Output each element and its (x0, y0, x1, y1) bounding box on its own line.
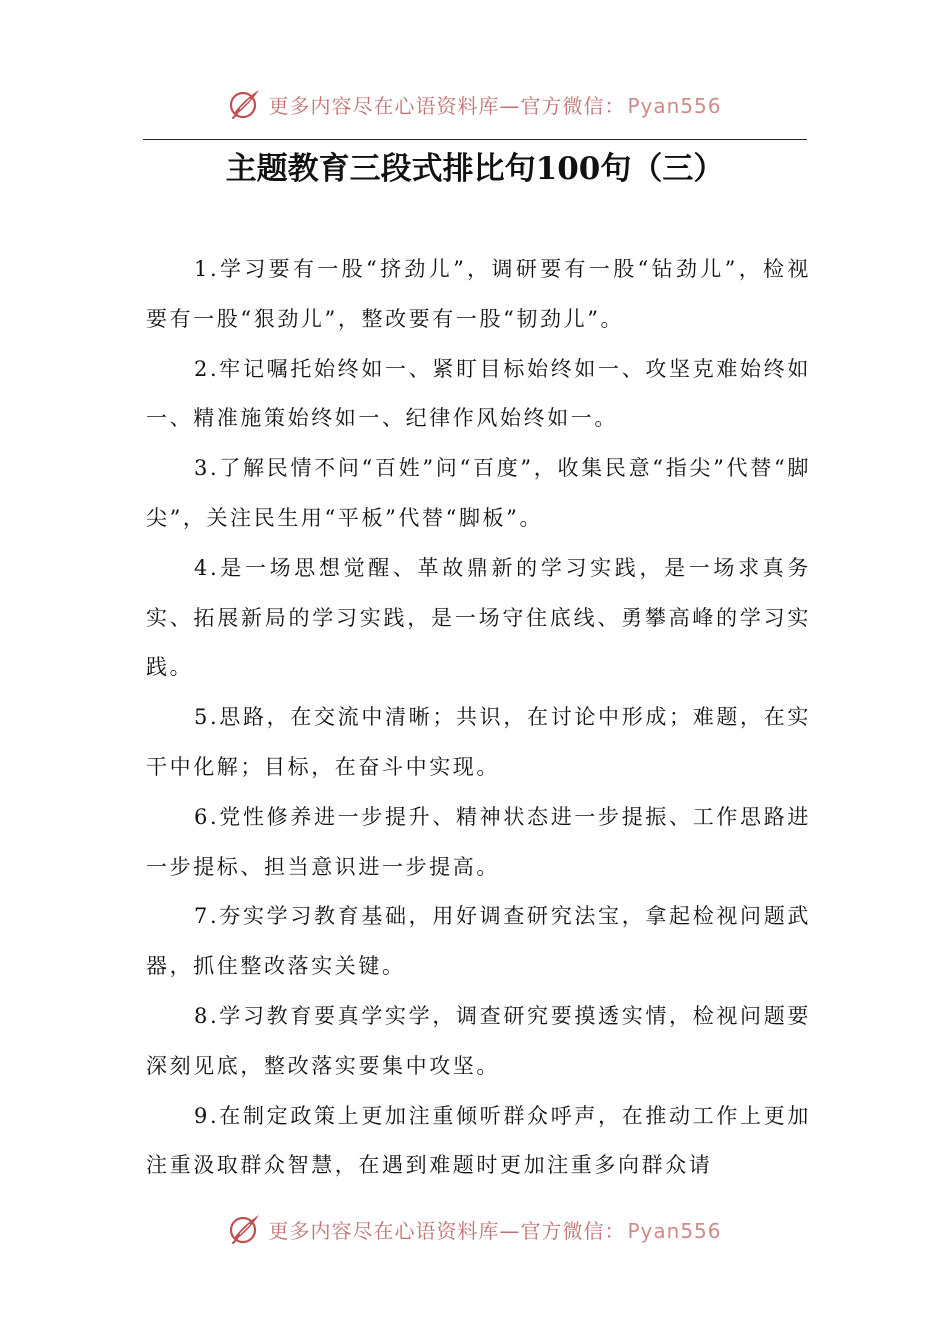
watermark-main-text: 更多内容尽在心语资料库—官方微信： (268, 93, 626, 118)
page-title: 主题教育三段式排比句100句（三） (225, 151, 725, 187)
header-divider (143, 139, 807, 140)
paragraph-2: 2.牢记嘱托始终如一、紧盯目标始终如一、攻坚克难始终如一、精准施策始终如一、纪律作风始终如一。 (146, 356, 811, 431)
watermark-text (268, 1215, 721, 1244)
header-watermark (0, 82, 950, 126)
feather-pen-logo-icon (228, 1212, 262, 1246)
watermark-main-text: 更多内容尽在心语资料库—官方微信： (268, 1218, 626, 1243)
feather-pen-logo-icon (228, 87, 262, 121)
watermark-wechat-id: Pyan556 (627, 1218, 722, 1243)
paragraph-6: 6.党性修养进一步提升、精神状态进一步提振、工作思路进一步提标、担当意识进一步提高。 (146, 804, 811, 879)
paragraph-8: 8.学习教育要真学实学，调查研究要摸透实情，检视问题要深刻见底，整改落实要集中攻坚。 (146, 1003, 811, 1078)
watermark-wechat-id: Pyan556 (627, 93, 722, 118)
footer-watermark (0, 1207, 950, 1251)
paragraph-7: 7.夯实学习教育基础，用好调查研究法宝，拿起检视问题武器，抓住整改落实关键。 (146, 904, 811, 979)
paragraph-5: 5.思路，在交流中清晰；共识，在讨论中形成；难题，在实干中化解；目标，在奋斗中实现。 (146, 705, 811, 779)
paragraph-1: 1.学习要有一股“挤劲儿”，调研要有一股“钻劲儿”，检视要有一股“狠劲儿”，整改要有一股“韧劲儿”。 (146, 257, 811, 331)
document-body (146, 245, 811, 1185)
paragraph-4: 4.是一场思想觉醒、革故鼎新的学习实践，是一场求真务实、拓展新局的学习实践，是一场守住底线、勇攀高峰的学习实践。 (146, 555, 811, 680)
watermark-text (268, 90, 721, 119)
paragraph-3: 3.了解民情不问“百姓”问“百度”，收集民意“指尖”代替“脚尖”，关注民生用“平板”代替“脚板”。 (146, 456, 811, 530)
paragraph-9: 9.在制定政策上更加注重倾听群众呼声，在推动工作上更加注重汲取群众智慧，在遇到难题时更加注重多向群众请 (146, 1103, 811, 1178)
